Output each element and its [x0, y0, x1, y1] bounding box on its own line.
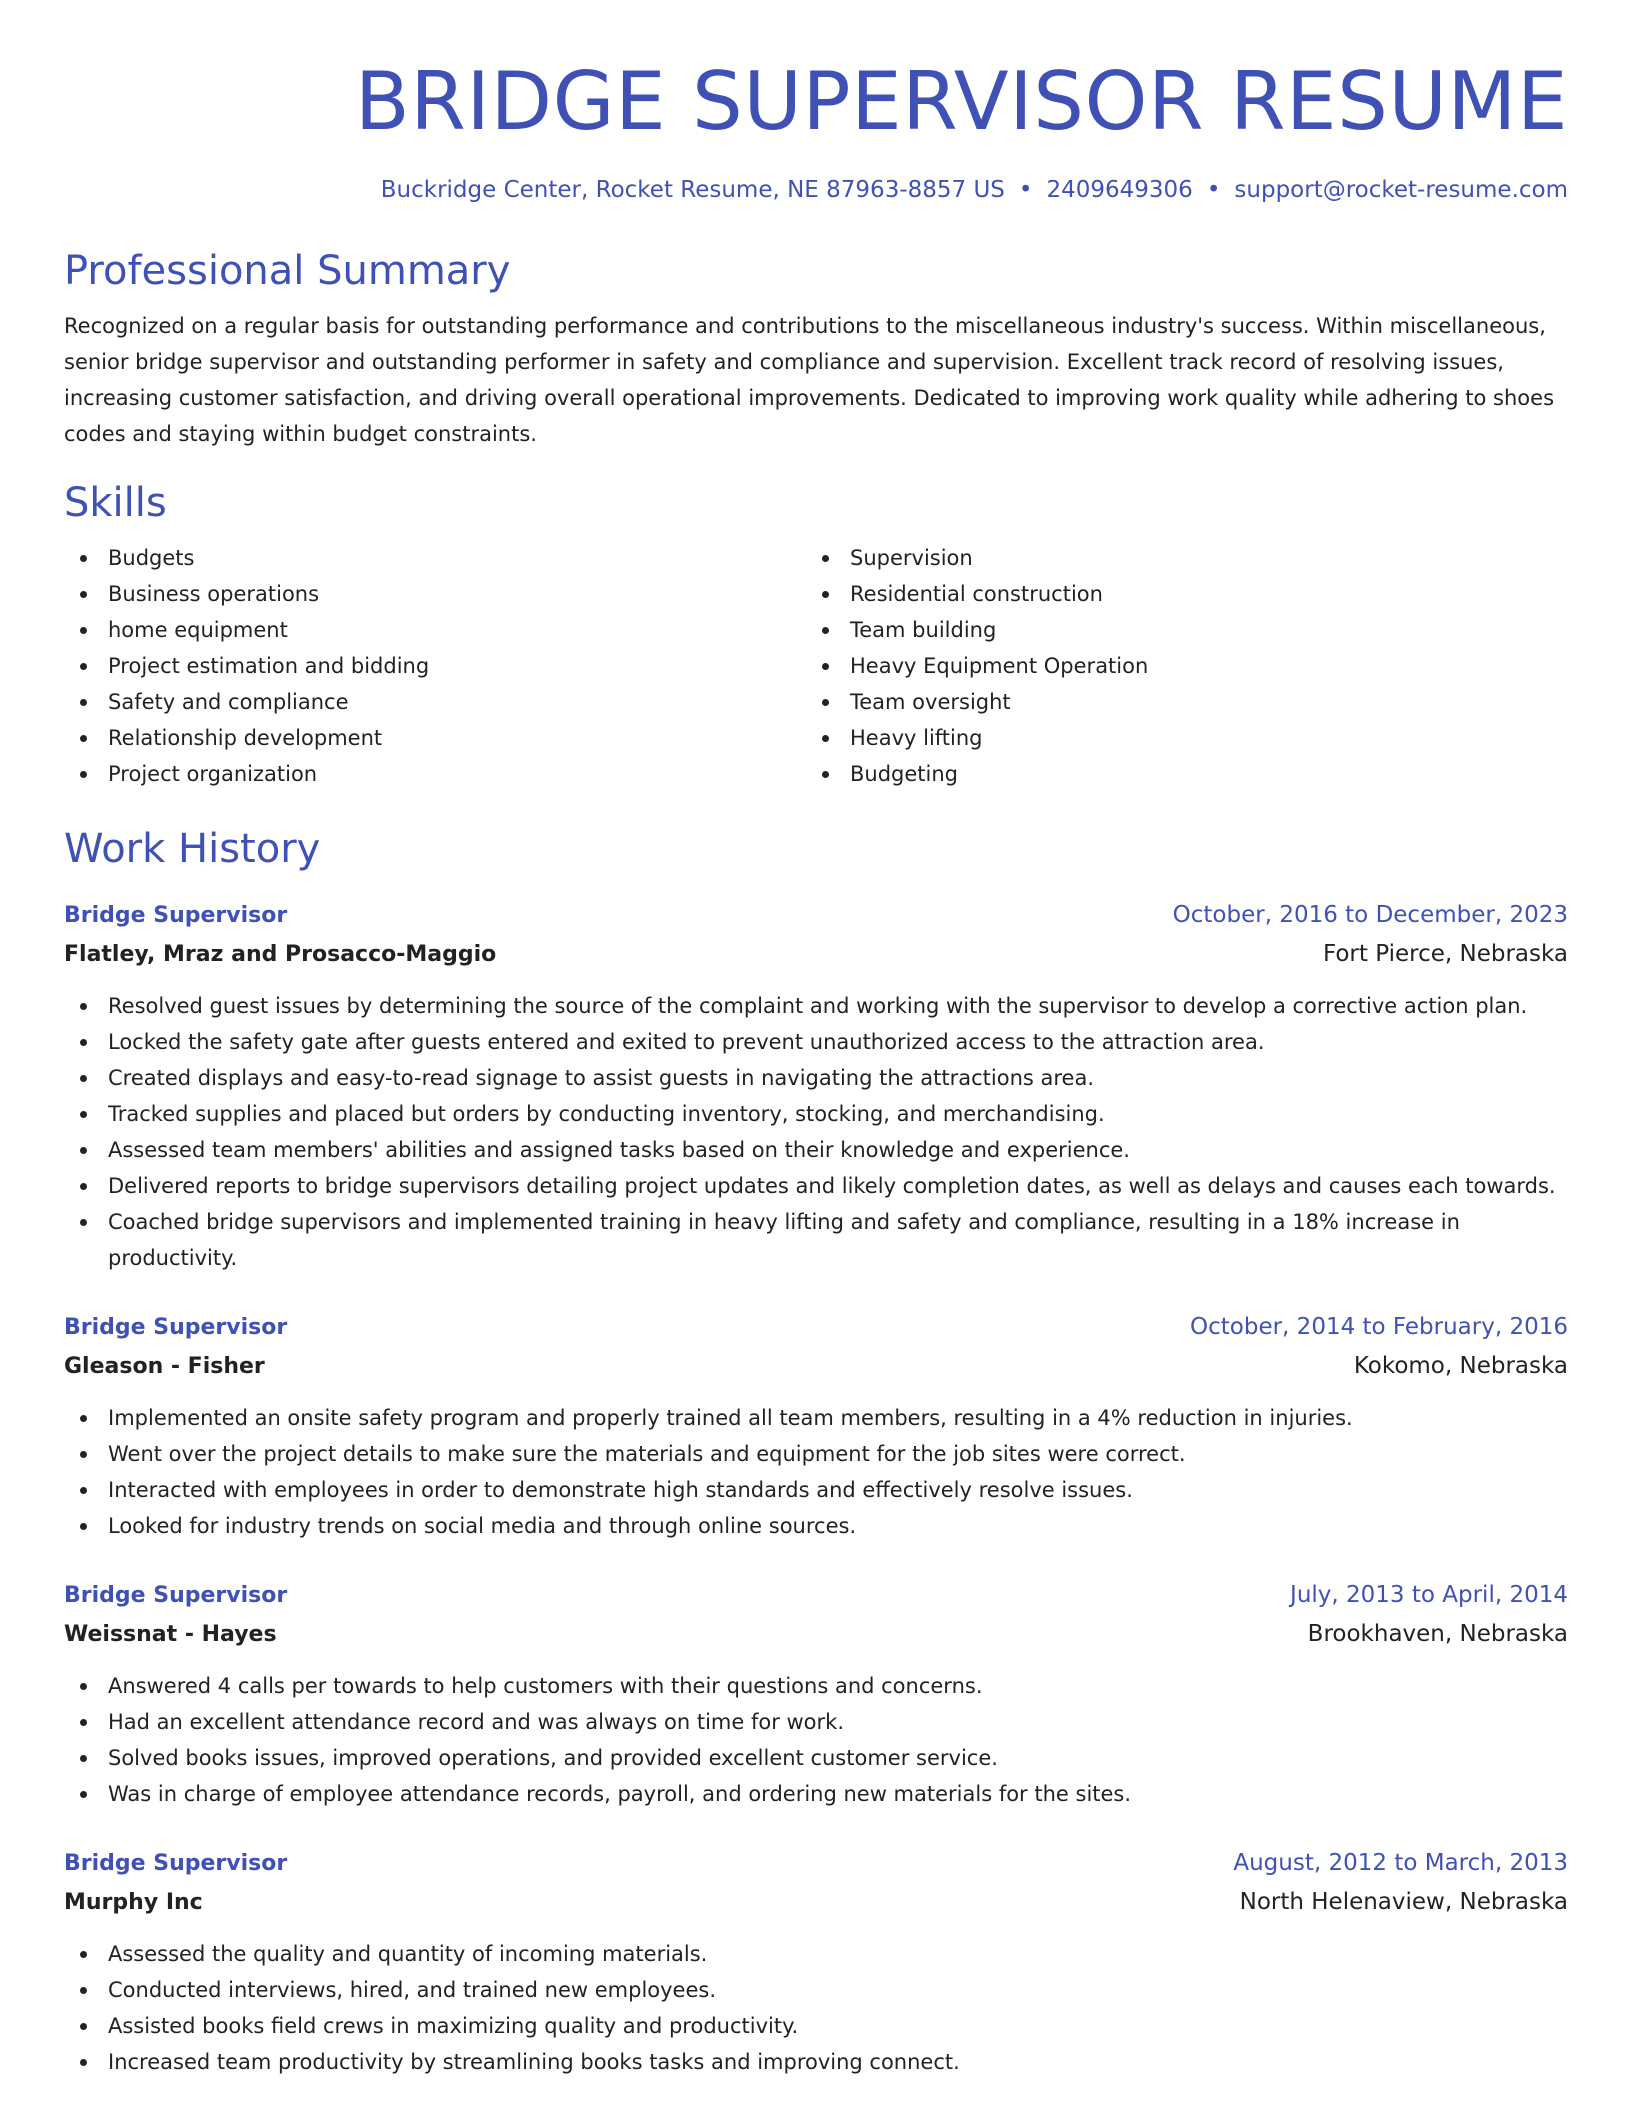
job-dates: August, 2012 to March, 2013	[1233, 1850, 1568, 1876]
job-bullet-text: Conducted interviews, hired, and trained new employees.	[108, 1978, 717, 2002]
bullet-dot-icon	[822, 591, 829, 598]
contact-email[interactable]: support@rocket-resume.com	[1234, 177, 1568, 203]
skill-item	[64, 576, 806, 612]
bullet-dot-icon	[80, 735, 87, 742]
job-title-row	[64, 1308, 1568, 1347]
summary-text: Recognized on a regular basis for outstanding performance and contributions to the miscellaneous industry's success. Within miscellaneous, senior bridge supervisor and outstanding performer in safety and compliance and supervision. Excellent track record of resolving issues, increasing customer satisfaction, and driving overall operational improvements. Dedicated to improving work quality while adhering to shoes codes and staying within budget constraints.	[64, 314, 1555, 446]
job-company-row	[64, 1347, 1568, 1386]
skill-item	[806, 756, 1548, 792]
job-bullet-text: Created displays and easy-to-read signage to assist guests in navigating the attractions area.	[108, 1066, 1094, 1090]
bullet-dot-icon	[80, 2023, 87, 2030]
skill-item	[64, 756, 806, 792]
bullet-dot-icon	[80, 1951, 87, 1958]
skill-item	[806, 684, 1548, 720]
bullet-dot-icon	[80, 627, 87, 634]
job-bullet-text: Locked the safety gate after guests entered and exited to prevent unauthorized access to the attraction area.	[108, 1030, 1265, 1054]
job-bullet-text: Had an excellent attendance record and was always on time for work.	[108, 1710, 845, 1734]
job-bullet-text: Tracked supplies and placed but orders by conducting inventory, stocking, and merchandising.	[108, 1102, 1105, 1126]
job-dates: October, 2016 to December, 2023	[1172, 902, 1568, 928]
job-dates: October, 2014 to February, 2016	[1190, 1314, 1568, 1340]
job-bullet	[64, 1060, 1568, 1096]
company-name: Gleason - Fisher	[64, 1354, 265, 1379]
contact-separator: •	[1206, 177, 1221, 203]
skill-item-text: Project organization	[108, 762, 318, 786]
company-name: Flatley, Mraz and Prosacco-Maggio	[64, 942, 497, 967]
skill-item	[806, 720, 1548, 756]
skill-item	[64, 540, 806, 576]
bullet-dot-icon	[80, 1147, 87, 1154]
bullet-dot-icon	[80, 1487, 87, 1494]
contact-address: Buckridge Center, Rocket Resume, NE 87963-8857 US	[380, 177, 1005, 203]
bullet-dot-icon	[80, 663, 87, 670]
job-company-row	[64, 1615, 1568, 1654]
job-dates: July, 2013 to April, 2014	[1290, 1582, 1568, 1608]
skills-list-right	[806, 540, 1548, 792]
bullet-dot-icon	[80, 591, 87, 598]
skill-item-text: Project estimation and bidding	[108, 654, 430, 678]
bullet-dot-icon	[80, 1003, 87, 1010]
job-bullet	[64, 1096, 1568, 1132]
bullet-dot-icon	[80, 555, 87, 562]
bullet-dot-icon	[80, 1523, 87, 1530]
job-bullet	[64, 988, 1568, 1024]
job-entry	[64, 896, 1568, 1276]
skill-item-text: Heavy lifting	[850, 726, 983, 750]
job-bullet-text: Looked for industry trends on social media and through online sources.	[108, 1514, 857, 1538]
job-bullet-text: Delivered reports to bridge supervisors detailing project updates and likely completion dates, as well as delays and causes each towards.	[108, 1174, 1556, 1198]
job-company-row	[64, 935, 1568, 974]
bullet-dot-icon	[80, 1219, 87, 1226]
company-name: Weissnat - Hayes	[64, 1622, 277, 1647]
job-bullets	[64, 988, 1568, 1276]
job-bullet	[64, 1668, 1568, 1704]
skill-item-text: Budgeting	[850, 762, 959, 786]
bullet-dot-icon	[80, 1719, 87, 1726]
skill-item	[806, 648, 1548, 684]
skills-list-left	[64, 540, 806, 792]
skill-item	[806, 540, 1548, 576]
job-bullet-text: Increased team productivity by streamlining books tasks and improving connect.	[108, 2050, 960, 2074]
job-bullet	[64, 1740, 1568, 1776]
skill-item-text: Budgets	[108, 546, 195, 570]
skill-item-text: Supervision	[850, 546, 973, 570]
job-title-row	[64, 896, 1568, 935]
job-title: Bridge Supervisor	[64, 1851, 288, 1876]
job-title-row	[64, 1576, 1568, 1615]
job-entry	[64, 1308, 1568, 1544]
bullet-dot-icon	[80, 771, 87, 778]
contact-separator: •	[1018, 177, 1033, 203]
skills-columns	[64, 540, 1568, 792]
job-bullet	[64, 1168, 1568, 1204]
job-title: Bridge Supervisor	[64, 903, 288, 928]
job-entry	[64, 1576, 1568, 1812]
job-location: Kokomo, Nebraska	[1353, 1353, 1568, 1379]
job-bullet-text: Assessed team members' abilities and assigned tasks based on their knowledge and experience.	[108, 1138, 1130, 1162]
job-bullets	[64, 1400, 1568, 1544]
bullet-dot-icon	[80, 1111, 87, 1118]
bullet-dot-icon	[80, 1791, 87, 1798]
bullet-dot-icon	[822, 627, 829, 634]
skill-item	[64, 648, 806, 684]
skill-item-text: Residential construction	[850, 582, 1103, 606]
bullet-dot-icon	[80, 2059, 87, 2066]
skill-item-text: Team oversight	[850, 690, 1011, 714]
bullet-dot-icon	[80, 1039, 87, 1046]
job-bullet-text: Coached bridge supervisors and implemented training in heavy lifting and safety and compliance, resulting in a 18% increase in productivity.	[108, 1210, 1460, 1270]
job-bullet	[64, 1400, 1568, 1436]
job-bullet-text: Solved books issues, improved operations, and provided excellent customer service.	[108, 1746, 998, 1770]
job-bullet-text: Interacted with employees in order to demonstrate high standards and effectively resolve issues.	[108, 1478, 1133, 1502]
bullet-dot-icon	[80, 1075, 87, 1082]
job-title-row	[64, 1844, 1568, 1883]
job-bullet-text: Went over the project details to make sure the materials and equipment for the job sites were correct.	[108, 1442, 1186, 1466]
job-bullet	[64, 1024, 1568, 1060]
work-history-list	[64, 896, 1568, 2080]
bullet-dot-icon	[80, 1683, 87, 1690]
skill-item	[64, 684, 806, 720]
skill-item	[64, 612, 806, 648]
bullet-dot-icon	[80, 1183, 87, 1190]
skill-item-text: Team building	[850, 618, 997, 642]
bullet-dot-icon	[822, 555, 829, 562]
job-location: Brookhaven, Nebraska	[1307, 1621, 1568, 1647]
bullet-dot-icon	[80, 1987, 87, 1994]
job-bullet-text: Assessed the quality and quantity of incoming materials.	[108, 1942, 708, 1966]
job-bullet	[64, 1472, 1568, 1508]
contact-line	[64, 174, 1568, 206]
job-bullets	[64, 1668, 1568, 1812]
skill-item	[806, 576, 1548, 612]
work-history-heading: Work History	[64, 826, 321, 872]
bullet-dot-icon	[822, 771, 829, 778]
job-bullets	[64, 1936, 1568, 2080]
bullet-dot-icon	[80, 1451, 87, 1458]
job-title: Bridge Supervisor	[64, 1583, 288, 1608]
job-title: Bridge Supervisor	[64, 1315, 288, 1340]
job-bullet-text: Resolved guest issues by determining the source of the complaint and working with the supervisor to develop a corrective action plan.	[108, 994, 1528, 1018]
skill-item-text: Business operations	[108, 582, 320, 606]
job-bullet-text: Was in charge of employee attendance records, payroll, and ordering new materials for the sites.	[108, 1782, 1132, 1806]
skill-item	[806, 612, 1548, 648]
skills-heading: Skills	[64, 480, 167, 526]
job-bullet-text: Answered 4 calls per towards to help customers with their questions and concerns.	[108, 1674, 983, 1698]
job-bullet	[64, 1776, 1568, 1812]
company-name: Murphy Inc	[64, 1890, 203, 1915]
job-bullet	[64, 1132, 1568, 1168]
job-bullet	[64, 2008, 1568, 2044]
job-bullet	[64, 1508, 1568, 1544]
bullet-dot-icon	[822, 663, 829, 670]
job-bullet	[64, 1436, 1568, 1472]
bullet-dot-icon	[822, 735, 829, 742]
job-location: Fort Pierce, Nebraska	[1322, 941, 1568, 967]
resume-title: BRIDGE SUPERVISOR RESUME	[354, 55, 1568, 148]
job-location: North Helenaview, Nebraska	[1239, 1889, 1568, 1915]
job-company-row	[64, 1883, 1568, 1922]
job-bullet	[64, 1936, 1568, 1972]
contact-phone: 2409649306	[1046, 177, 1193, 203]
job-bullet	[64, 1704, 1568, 1740]
job-bullet	[64, 1972, 1568, 2008]
skill-item-text: Heavy Equipment Operation	[850, 654, 1149, 678]
bullet-dot-icon	[80, 1755, 87, 1762]
job-bullet-text: Assisted books field crews in maximizing quality and productivity.	[108, 2014, 799, 2038]
skill-item-text: Relationship development	[108, 726, 383, 750]
job-entry	[64, 1844, 1568, 2080]
skill-item-text: Safety and compliance	[108, 690, 349, 714]
job-bullet	[64, 1204, 1568, 1276]
bullet-dot-icon	[80, 699, 87, 706]
skill-item	[64, 720, 806, 756]
job-bullet-text: Implemented an onsite safety program and properly trained all team members, resulting in a 4% reduction in injuries.	[108, 1406, 1353, 1430]
summary-heading: Professional Summary	[64, 248, 511, 294]
bullet-dot-icon	[822, 699, 829, 706]
job-bullet	[64, 2044, 1568, 2080]
skill-item-text: home equipment	[108, 618, 288, 642]
bullet-dot-icon	[80, 1415, 87, 1422]
